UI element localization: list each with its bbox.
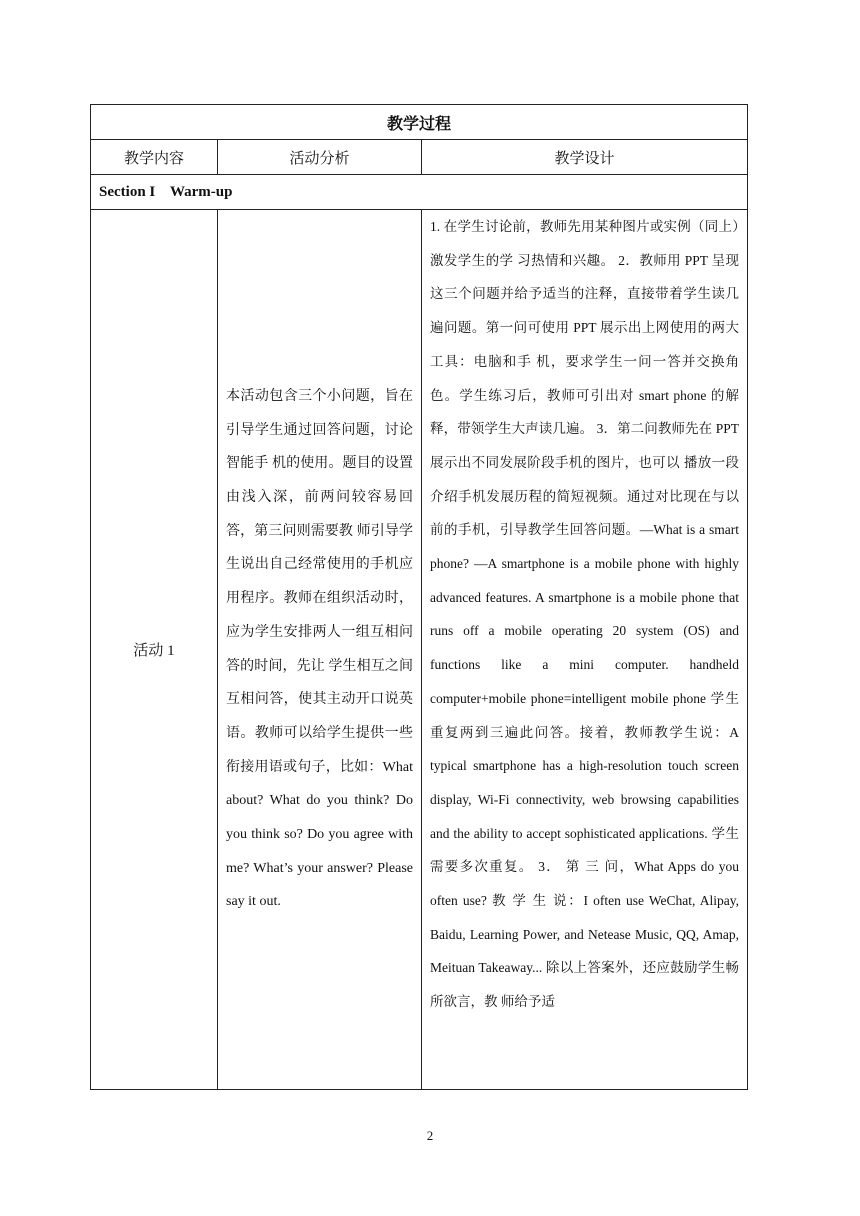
section-heading: Section I Warm-up [91,175,748,210]
page-number: 2 [426,1128,434,1143]
header-teaching-content: 教学内容 [91,140,218,175]
teaching-design-text: 1. 在学生讨论前，教师先用某种图片或实例（同上）激发学生的学 习热情和兴趣。 2．教师用 PPT 呈现这三个问题并给予适当的注释，直接带着学生读几遍问题。第一问可使用 PPT 展示出上网使用的两大工具：电脑和手 机，要求学生一问一答并交换角色。学生练习后，教师可引出对 smart phone 的解释，带领学生大声读几遍。 3．第二问教师先在 PPT 展示出不同发展阶段手机的图片，也可以 播放一段介绍手机发展历程的简短视频。通过对比现在与以前的手机，引导教学生回答问题。—What is a smart phone? —A smartphone is a mobile phone with highly advanced features. A smartphone is a mobile phone that runs off a mobile operating 20 system (OS) and functions like a mini computer. handheld computer+mobile phone=intelligent mobile phone 学生重复两到三遍此问答。接着，教师教学生说：A typical smartphone has a high-resolution touch screen display, Wi-Fi connectivity, web browsing capabilities and the ability to accept sophisticated applications. 学生需要多次重复。 3． 第 三 问，What Apps do you often use? 教 学 生 说：I often use WeChat, Alipay, Baidu, Learning Power, and Netease Music, QQ, Amap, Meituan Takeaway... 除以上答案外，还应鼓励学生畅所欲言，教 师给予适 [422,210,748,1090]
table-title: 教学过程 [91,105,748,140]
activity-analysis-text: 本活动包含三个小问题，旨在引导学生通过回答问题，讨论智能手 机的使用。题目的设置由浅入深，前两问较容易回答，第三问则需要教 师引导学生说出自己经常使用的手机应用程序。教师在组织活动时，应为学生安排两人一组互相问答的时间，先让 学生相互之间互相问答，使其主动开口说英语。教师可以给学生提供一些衔接用语或句子，比如：What about? What do you think? Do you think so? Do you agree with me? What’s your answer? Please say it out. [218,210,422,1090]
header-activity-analysis: 活动分析 [218,140,422,175]
lesson-process-table [90,104,748,1090]
activity-label: 活动 1 [91,210,218,1090]
header-teaching-design: 教学设计 [422,140,748,175]
